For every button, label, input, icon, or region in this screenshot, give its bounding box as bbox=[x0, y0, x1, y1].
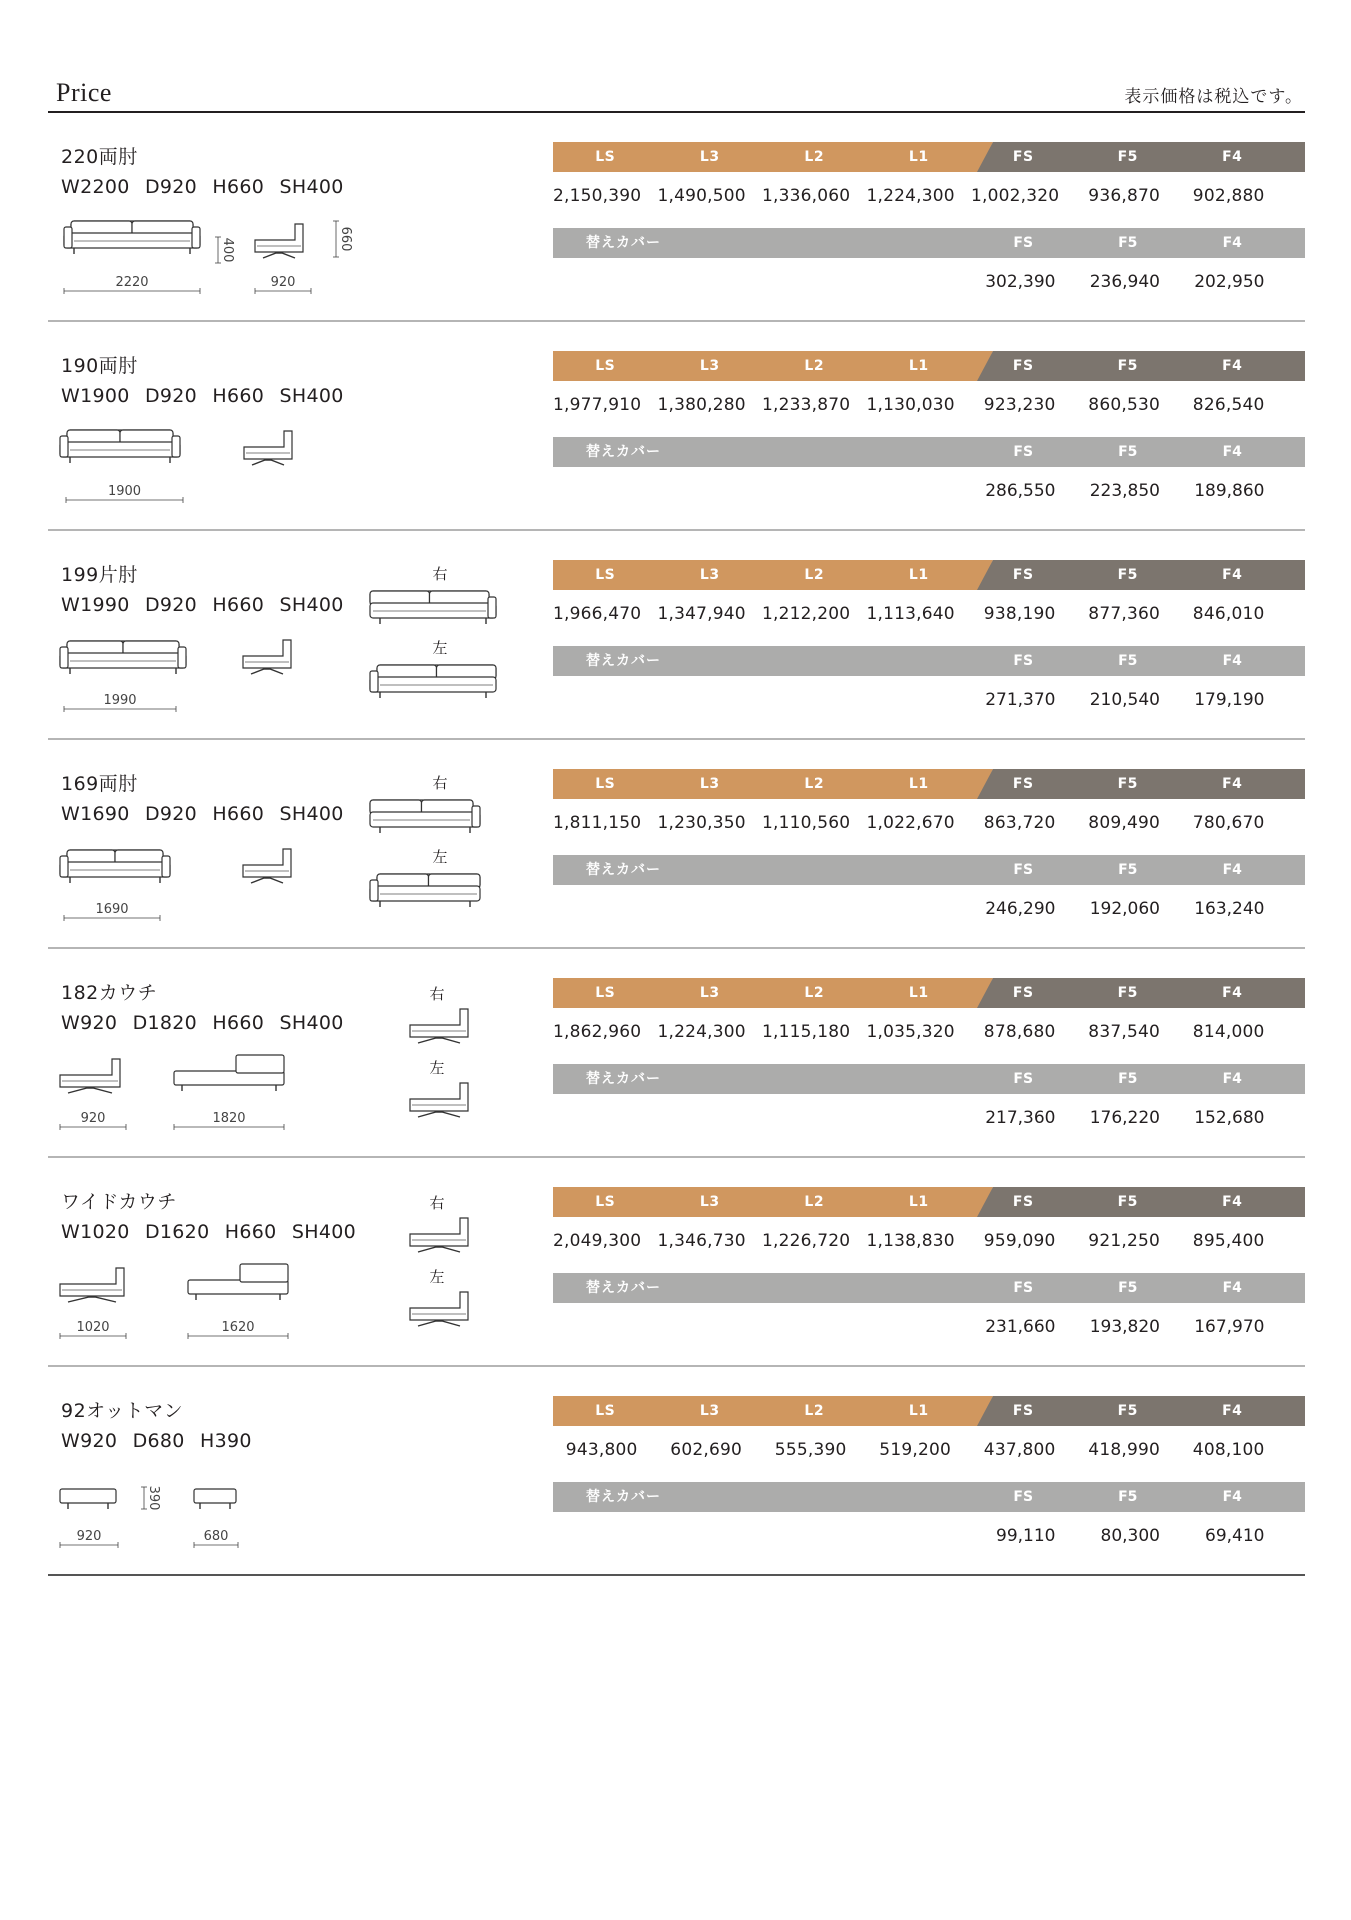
cover-header-f4: F4 bbox=[1222, 1071, 1242, 1087]
spacer bbox=[867, 467, 972, 515]
grade-header-l3: L3 bbox=[699, 358, 720, 374]
grade-header-ls: LS bbox=[595, 1403, 616, 1419]
spacer bbox=[867, 437, 972, 467]
width-dim-label: 1990 bbox=[103, 693, 137, 708]
cover-header-row bbox=[553, 646, 1305, 676]
grade-header-row bbox=[553, 560, 1305, 590]
price-cell-l1: 519,200 bbox=[879, 1440, 951, 1460]
cover-header-fs: FS bbox=[1013, 235, 1034, 251]
grade-header-row bbox=[553, 1187, 1305, 1217]
grade-header-ls: LS bbox=[595, 358, 616, 374]
spacer bbox=[762, 1094, 867, 1142]
spacer bbox=[658, 646, 763, 676]
price-cell-fs: 878,680 bbox=[983, 1022, 1056, 1042]
cover-price-f4: 167,970 bbox=[1194, 1317, 1265, 1337]
spacer bbox=[762, 467, 867, 515]
grade-header-f5: F5 bbox=[1117, 776, 1138, 792]
cover-price-f5: 192,060 bbox=[1089, 899, 1160, 919]
spacer bbox=[658, 855, 763, 885]
cover-price-row bbox=[553, 1303, 1305, 1351]
price-cell-l1: 1,138,830 bbox=[866, 1231, 955, 1251]
cover-price-f4: 163,240 bbox=[1194, 899, 1265, 919]
grade-header-f4: F4 bbox=[1222, 358, 1243, 374]
cover-header-f4: F4 bbox=[1222, 862, 1242, 878]
price-cell-fs: 863,720 bbox=[983, 813, 1056, 833]
grade-header-f4: F4 bbox=[1222, 776, 1243, 792]
cover-price-f5: 236,940 bbox=[1089, 272, 1160, 292]
grade-header-f4: F4 bbox=[1222, 1194, 1243, 1210]
grade-header-l3: L3 bbox=[699, 776, 720, 792]
cover-label: 替えカバー bbox=[586, 862, 661, 878]
price-cell-l1: 1,035,320 bbox=[866, 1022, 955, 1042]
grade-header-fs: FS bbox=[1012, 567, 1034, 583]
spacer bbox=[658, 885, 763, 933]
page-title: Price bbox=[56, 78, 112, 107]
cover-header-row bbox=[553, 1482, 1305, 1512]
spacer bbox=[553, 676, 658, 724]
spacer bbox=[658, 1512, 763, 1560]
grade-header-l2: L2 bbox=[804, 985, 825, 1001]
price-cell-f4: 826,540 bbox=[1192, 395, 1265, 415]
price-cell-fs: 1,002,320 bbox=[971, 186, 1060, 206]
right-variant-label: 右 bbox=[429, 985, 445, 1003]
spacer bbox=[762, 855, 867, 885]
spacer bbox=[658, 1482, 763, 1512]
price-cell-l2: 1,115,180 bbox=[762, 1022, 851, 1042]
price-cell-f5: 860,530 bbox=[1088, 395, 1160, 415]
right-variant-label: 右 bbox=[432, 774, 448, 792]
cover-header-f4: F4 bbox=[1222, 1280, 1242, 1296]
price-cell-l2: 1,212,200 bbox=[762, 604, 851, 624]
cover-price-f4: 69,410 bbox=[1205, 1526, 1265, 1546]
diagram-group bbox=[60, 1486, 238, 1548]
spacer bbox=[658, 437, 763, 467]
cover-price-fs: 271,370 bbox=[985, 690, 1056, 710]
cover-price-f5: 80,300 bbox=[1100, 1526, 1160, 1546]
spacer bbox=[867, 1094, 972, 1142]
product-dimensions: W1020 D1620 H660 SH400 bbox=[61, 1221, 357, 1243]
cover-header-fs: FS bbox=[1013, 1280, 1034, 1296]
spacer bbox=[658, 1303, 763, 1351]
spacer bbox=[553, 1512, 658, 1560]
cover-header-fs: FS bbox=[1013, 862, 1034, 878]
cover-price-f4: 179,190 bbox=[1194, 690, 1265, 710]
right-variant-label: 右 bbox=[432, 565, 448, 583]
cover-price-f5: 210,540 bbox=[1089, 690, 1160, 710]
grade-header-f5: F5 bbox=[1117, 985, 1138, 1001]
grade-header-l1: L1 bbox=[908, 1194, 929, 1210]
spacer bbox=[553, 1303, 658, 1351]
cover-price-fs: 231,660 bbox=[985, 1317, 1056, 1337]
spacer bbox=[867, 1303, 972, 1351]
spacer bbox=[658, 228, 763, 258]
left-variant-label: 左 bbox=[429, 1059, 445, 1077]
cover-header-f4: F4 bbox=[1222, 444, 1242, 460]
price-cell-l3: 1,347,940 bbox=[657, 604, 746, 624]
cover-header-f4: F4 bbox=[1222, 235, 1242, 251]
grade-header-l2: L2 bbox=[804, 1403, 825, 1419]
price-row bbox=[553, 799, 1305, 847]
spacer bbox=[658, 676, 763, 724]
cover-header-f4: F4 bbox=[1222, 1489, 1242, 1505]
grade-header-fs: FS bbox=[1012, 776, 1034, 792]
grade-header-l3: L3 bbox=[699, 1403, 720, 1419]
price-table bbox=[553, 560, 1305, 724]
price-cell-l3: 1,224,300 bbox=[657, 1022, 746, 1042]
grade-header-row bbox=[553, 769, 1305, 799]
product-name: 220両肘 bbox=[61, 146, 138, 168]
product-section bbox=[48, 1367, 1305, 1576]
width-dim-label: 920 bbox=[80, 1111, 106, 1126]
price-cell-l3: 602,690 bbox=[670, 1440, 742, 1460]
cover-price-f4: 202,950 bbox=[1194, 272, 1265, 292]
grade-header-f4: F4 bbox=[1222, 985, 1243, 1001]
price-cell-fs: 437,800 bbox=[983, 1440, 1056, 1460]
cover-header-fs: FS bbox=[1013, 444, 1034, 460]
cover-price-f5: 176,220 bbox=[1089, 1108, 1160, 1128]
cover-price-row bbox=[553, 467, 1305, 515]
cover-price-fs: 217,360 bbox=[985, 1108, 1056, 1128]
cover-price-row bbox=[553, 885, 1305, 933]
product-name: 169両肘 bbox=[61, 773, 138, 795]
grade-header-f4: F4 bbox=[1222, 149, 1243, 165]
price-cell-l3: 1,230,350 bbox=[657, 813, 746, 833]
spacer bbox=[867, 1512, 972, 1560]
grade-header-l3: L3 bbox=[699, 567, 720, 583]
price-cell-l2: 1,110,560 bbox=[762, 813, 851, 833]
diagram-group bbox=[60, 985, 468, 1130]
product-section bbox=[48, 531, 1305, 740]
product-dimensions: W1900 D920 H660 SH400 bbox=[61, 385, 344, 407]
grade-header-l2: L2 bbox=[804, 358, 825, 374]
product-name: ワイドカウチ bbox=[61, 1191, 177, 1213]
grade-header-l1: L1 bbox=[908, 149, 929, 165]
price-table bbox=[553, 142, 1305, 306]
depth-dim-label: 920 bbox=[270, 275, 296, 290]
right-variant-label: 右 bbox=[429, 1194, 445, 1212]
spacer bbox=[553, 1094, 658, 1142]
diagram-group bbox=[60, 430, 292, 503]
total-height-label: 660 bbox=[338, 226, 353, 252]
cover-header-row bbox=[553, 1273, 1305, 1303]
price-cell-ls: 2,049,300 bbox=[553, 1231, 642, 1251]
cover-price-fs: 302,390 bbox=[985, 272, 1056, 292]
price-row bbox=[553, 590, 1305, 638]
spacer bbox=[553, 258, 658, 306]
grade-header-fs: FS bbox=[1012, 358, 1034, 374]
grade-header-f4: F4 bbox=[1222, 567, 1243, 583]
product-dimensions: W1990 D920 H660 SH400 bbox=[61, 594, 344, 616]
price-cell-l3: 1,490,500 bbox=[657, 186, 746, 206]
product-section bbox=[48, 740, 1305, 949]
product-dimensions: W920 D1820 H660 SH400 bbox=[61, 1012, 344, 1034]
price-row bbox=[553, 172, 1305, 220]
price-cell-l2: 555,390 bbox=[774, 1440, 847, 1460]
spacer bbox=[762, 228, 867, 258]
cover-header-fs: FS bbox=[1013, 1071, 1034, 1087]
grade-header-f5: F5 bbox=[1117, 1403, 1138, 1419]
cover-price-f4: 152,680 bbox=[1194, 1108, 1265, 1128]
cover-header-f5: F5 bbox=[1118, 444, 1138, 460]
price-table bbox=[553, 978, 1305, 1142]
grade-header-ls: LS bbox=[595, 149, 616, 165]
grade-header-l2: L2 bbox=[804, 776, 825, 792]
depth-dim-label: 1620 bbox=[221, 1320, 255, 1335]
cover-header-f5: F5 bbox=[1118, 1489, 1138, 1505]
width-dim-label: 1690 bbox=[95, 902, 129, 917]
spacer bbox=[867, 885, 972, 933]
price-table bbox=[553, 769, 1305, 933]
grade-header-f5: F5 bbox=[1117, 567, 1138, 583]
grade-header-l1: L1 bbox=[908, 1403, 929, 1419]
cover-header-f4: F4 bbox=[1222, 653, 1242, 669]
spacer bbox=[658, 1064, 763, 1094]
grade-header-f5: F5 bbox=[1117, 149, 1138, 165]
grade-header-fs: FS bbox=[1012, 1403, 1034, 1419]
cover-header-row bbox=[553, 437, 1305, 467]
product-dimensions: W1690 D920 H660 SH400 bbox=[61, 803, 344, 825]
grade-header-row bbox=[553, 142, 1305, 172]
seat-height-label: 400 bbox=[220, 237, 235, 263]
spacer bbox=[762, 1064, 867, 1094]
spacer bbox=[762, 1482, 867, 1512]
spacer bbox=[867, 1064, 972, 1094]
price-cell-l2: 1,226,720 bbox=[762, 1231, 851, 1251]
grade-header-l3: L3 bbox=[699, 1194, 720, 1210]
cover-header-f5: F5 bbox=[1118, 235, 1138, 251]
price-cell-f5: 936,870 bbox=[1088, 186, 1160, 206]
price-cell-l1: 1,113,640 bbox=[866, 604, 955, 624]
spacer bbox=[867, 646, 972, 676]
section-separator bbox=[48, 1574, 1305, 1576]
grade-header-f5: F5 bbox=[1117, 358, 1138, 374]
cover-header-f5: F5 bbox=[1118, 1280, 1138, 1296]
product-name: 182カウチ bbox=[61, 982, 158, 1004]
grade-header-ls: LS bbox=[595, 567, 616, 583]
price-cell-f4: 408,100 bbox=[1192, 1440, 1265, 1460]
tax-note: 表示価格は税込です。 bbox=[1124, 87, 1303, 107]
product-name: 190両肘 bbox=[61, 355, 138, 377]
price-cell-f5: 418,990 bbox=[1088, 1440, 1160, 1460]
cover-price-row bbox=[553, 676, 1305, 724]
spacer bbox=[658, 1273, 763, 1303]
cover-label: 替えカバー bbox=[586, 1489, 661, 1505]
grade-header-row bbox=[553, 351, 1305, 381]
grade-header-ls: LS bbox=[595, 1194, 616, 1210]
spacer bbox=[867, 855, 972, 885]
cover-header-row bbox=[553, 228, 1305, 258]
price-row bbox=[553, 1426, 1305, 1474]
grade-header-l1: L1 bbox=[908, 776, 929, 792]
spacer bbox=[762, 646, 867, 676]
cover-price-fs: 246,290 bbox=[985, 899, 1056, 919]
price-row bbox=[553, 381, 1305, 429]
grade-header-l1: L1 bbox=[908, 358, 929, 374]
cover-price-f5: 193,820 bbox=[1089, 1317, 1160, 1337]
width-dim-label: 1020 bbox=[76, 1320, 110, 1335]
price-table bbox=[553, 1187, 1305, 1351]
price-cell-f4: 895,400 bbox=[1192, 1231, 1265, 1251]
height-dim-label: 390 bbox=[146, 1485, 161, 1511]
price-table bbox=[553, 351, 1305, 515]
spacer bbox=[762, 1512, 867, 1560]
grade-header-f5: F5 bbox=[1117, 1194, 1138, 1210]
price-cell-ls: 1,862,960 bbox=[553, 1022, 642, 1042]
grade-header-l1: L1 bbox=[908, 985, 929, 1001]
cover-price-row bbox=[553, 258, 1305, 306]
cover-label: 替えカバー bbox=[586, 444, 661, 460]
width-dim-label: 1900 bbox=[107, 484, 142, 499]
grade-header-row bbox=[553, 978, 1305, 1008]
price-cell-l2: 1,233,870 bbox=[762, 395, 851, 415]
grade-header-ls: LS bbox=[595, 985, 616, 1001]
price-table bbox=[553, 1396, 1305, 1560]
grade-header-l2: L2 bbox=[804, 149, 825, 165]
depth-dim-label: 680 bbox=[203, 1529, 229, 1544]
product-name: 199片肘 bbox=[61, 564, 138, 586]
product-section bbox=[48, 113, 1305, 322]
price-cell-f5: 809,490 bbox=[1088, 813, 1160, 833]
price-cell-fs: 959,090 bbox=[983, 1231, 1056, 1251]
price-cell-l1: 1,022,670 bbox=[866, 813, 955, 833]
product-name: 92オットマン bbox=[61, 1400, 184, 1422]
product-section bbox=[48, 949, 1305, 1158]
price-cell-fs: 938,190 bbox=[983, 604, 1056, 624]
spacer bbox=[867, 228, 972, 258]
price-cell-f5: 921,250 bbox=[1088, 1231, 1160, 1251]
spacer bbox=[867, 258, 972, 306]
spacer bbox=[762, 258, 867, 306]
price-cell-l3: 1,346,730 bbox=[657, 1231, 746, 1251]
cover-price-f4: 189,860 bbox=[1194, 481, 1265, 501]
product-dimensions: W2200 D920 H660 SH400 bbox=[61, 176, 344, 198]
grade-header-f4: F4 bbox=[1222, 1403, 1243, 1419]
spacer bbox=[762, 676, 867, 724]
price-row bbox=[553, 1217, 1305, 1265]
left-variant-label: 左 bbox=[429, 1268, 445, 1286]
price-cell-ls: 943,800 bbox=[565, 1440, 638, 1460]
price-cell-f4: 814,000 bbox=[1192, 1022, 1265, 1042]
width-dim-label: 2220 bbox=[115, 275, 149, 290]
cover-label: 替えカバー bbox=[586, 1280, 661, 1296]
spacer bbox=[762, 885, 867, 933]
diagram-group bbox=[64, 221, 353, 294]
price-cell-f5: 837,540 bbox=[1088, 1022, 1160, 1042]
price-cell-f4: 846,010 bbox=[1192, 604, 1265, 624]
cover-price-fs: 286,550 bbox=[985, 481, 1056, 501]
spacer bbox=[658, 467, 763, 515]
grade-header-fs: FS bbox=[1012, 1194, 1034, 1210]
spacer bbox=[867, 1273, 972, 1303]
grade-header-l3: L3 bbox=[699, 149, 720, 165]
price-cell-l3: 1,380,280 bbox=[657, 395, 746, 415]
product-section bbox=[48, 322, 1305, 531]
price-cell-f4: 902,880 bbox=[1192, 186, 1265, 206]
cover-price-row bbox=[553, 1094, 1305, 1142]
cover-label: 替えカバー bbox=[586, 653, 661, 669]
price-cell-ls: 1,977,910 bbox=[553, 395, 642, 415]
diagram-group bbox=[60, 1194, 468, 1339]
price-cell-ls: 1,966,470 bbox=[553, 604, 642, 624]
spacer bbox=[553, 885, 658, 933]
grade-header-l2: L2 bbox=[804, 1194, 825, 1210]
cover-price-fs: 99,110 bbox=[996, 1526, 1056, 1546]
cover-label: 替えカバー bbox=[586, 235, 661, 251]
spacer bbox=[762, 437, 867, 467]
grade-header-row bbox=[553, 1396, 1305, 1426]
product-dimensions: W920 D680 H390 bbox=[61, 1430, 252, 1452]
cover-header-f5: F5 bbox=[1118, 653, 1138, 669]
cover-header-f5: F5 bbox=[1118, 862, 1138, 878]
left-variant-label: 左 bbox=[432, 848, 448, 866]
width-dim-label: 920 bbox=[76, 1529, 102, 1544]
diagram-group bbox=[60, 774, 480, 921]
spacer bbox=[867, 676, 972, 724]
cover-header-row bbox=[553, 1064, 1305, 1094]
price-cell-f5: 877,360 bbox=[1088, 604, 1160, 624]
spacer bbox=[553, 467, 658, 515]
spacer bbox=[867, 1482, 972, 1512]
grade-header-ls: LS bbox=[595, 776, 616, 792]
grade-header-l1: L1 bbox=[908, 567, 929, 583]
product-section bbox=[48, 1158, 1305, 1367]
grade-header-l3: L3 bbox=[699, 985, 720, 1001]
spacer bbox=[658, 258, 763, 306]
price-row bbox=[553, 1008, 1305, 1056]
grade-header-fs: FS bbox=[1012, 149, 1034, 165]
spacer bbox=[762, 1303, 867, 1351]
cover-header-row bbox=[553, 855, 1305, 885]
cover-header-f5: F5 bbox=[1118, 1071, 1138, 1087]
price-cell-fs: 923,230 bbox=[983, 395, 1056, 415]
diagram-group bbox=[60, 565, 496, 712]
spacer bbox=[762, 1273, 867, 1303]
price-cell-ls: 2,150,390 bbox=[553, 186, 642, 206]
grade-header-fs: FS bbox=[1012, 985, 1034, 1001]
spacer bbox=[658, 1094, 763, 1142]
price-cell-f4: 780,670 bbox=[1192, 813, 1265, 833]
price-cell-ls: 1,811,150 bbox=[553, 813, 642, 833]
price-cell-l1: 1,130,030 bbox=[866, 395, 955, 415]
price-cell-l1: 1,224,300 bbox=[866, 186, 955, 206]
cover-price-f5: 223,850 bbox=[1089, 481, 1160, 501]
cover-header-fs: FS bbox=[1013, 1489, 1034, 1505]
cover-header-fs: FS bbox=[1013, 653, 1034, 669]
left-variant-label: 左 bbox=[432, 639, 448, 657]
cover-price-row bbox=[553, 1512, 1305, 1560]
price-cell-l2: 1,336,060 bbox=[762, 186, 851, 206]
grade-header-l2: L2 bbox=[804, 567, 825, 583]
depth-dim-label: 1820 bbox=[212, 1111, 246, 1126]
cover-label: 替えカバー bbox=[586, 1071, 661, 1087]
